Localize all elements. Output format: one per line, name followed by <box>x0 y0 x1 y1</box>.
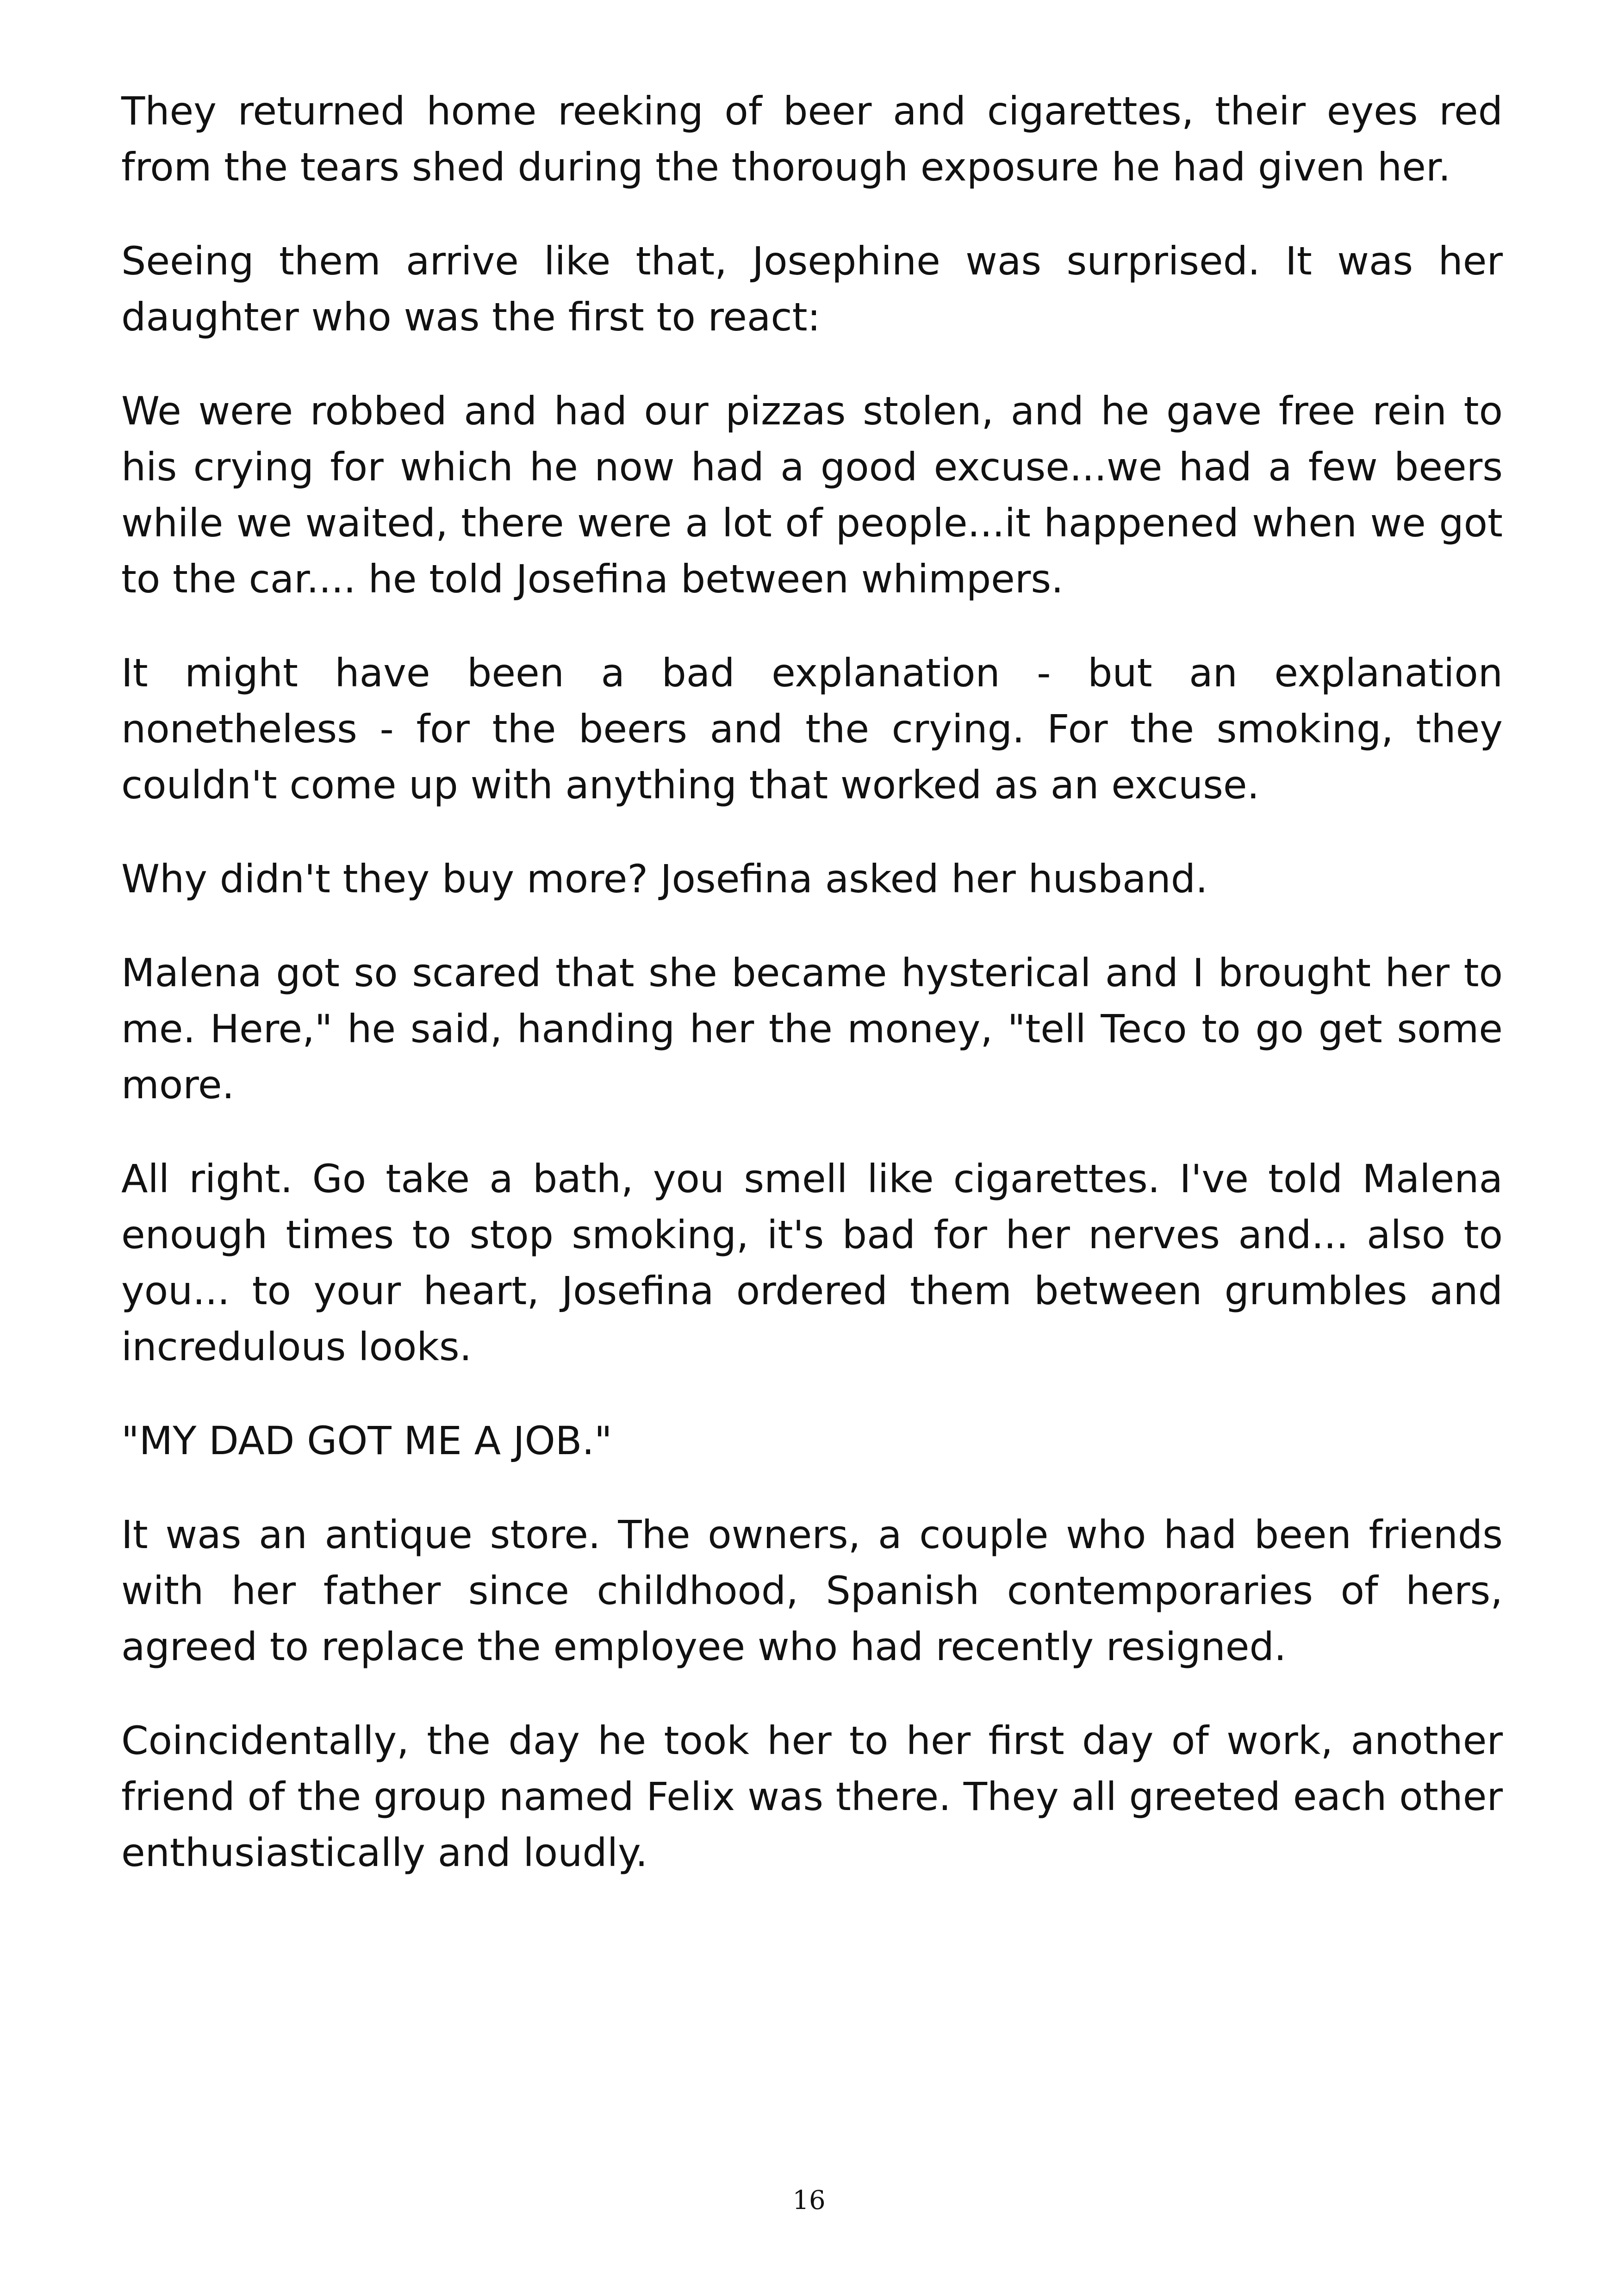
paragraph-3: We were robbed and had our pizzas stolen, and he gave free rein to his crying for which he now had a good excuse...we had a few beers while we waited, there were a lot of people...it happened when we got to the car.... he told Josefina between whimpers. <box>121 388 1503 602</box>
paragraph-5: Why didn't they buy more? Josefina asked her husband. <box>121 856 1208 902</box>
paragraph-9: It was an antique store. The owners, a couple who had been friends with her father since childhood, Spanish contemporaries of hers, agreed to replace the employee who had recently resigned. <box>121 1512 1503 1669</box>
paragraph-6: Malena got so scared that she became hysterical and I brought her to me. Here," he said, handing her the money, "tell Teco to go get some more. <box>121 950 1503 1108</box>
paragraph-4: It might have been a bad explanation - but an explanation nonetheless - for the beers and the crying. For the smoking, they couldn't come up with anything that worked as an excuse. <box>121 650 1503 808</box>
paragraph-7: All right. Go take a bath, you smell like cigarettes. I've told Malena enough times to stop smoking, it's bad for her nerves and... also to you... to your heart, Josefina ordered them between grumbles and incredulous looks. <box>121 1156 1503 1369</box>
paragraph-2: Seeing them arrive like that, Josephine was surprised. It was her daughter who was the first to react: <box>121 238 1503 340</box>
document-page <box>121 83 1503 1919</box>
paragraph-8: "MY DAD GOT ME A JOB." <box>121 1418 612 1463</box>
paragraph-1: They returned home reeking of beer and cigarettes, their eyes red from the tears shed during the thorough exposure he had given her. <box>121 88 1503 190</box>
page-number: 16 <box>792 2185 826 2215</box>
paragraph-10: Coincidentally, the day he took her to her first day of work, another friend of the group named Felix was there. They all greeted each other enthusiastically and loudly. <box>121 1718 1503 1875</box>
